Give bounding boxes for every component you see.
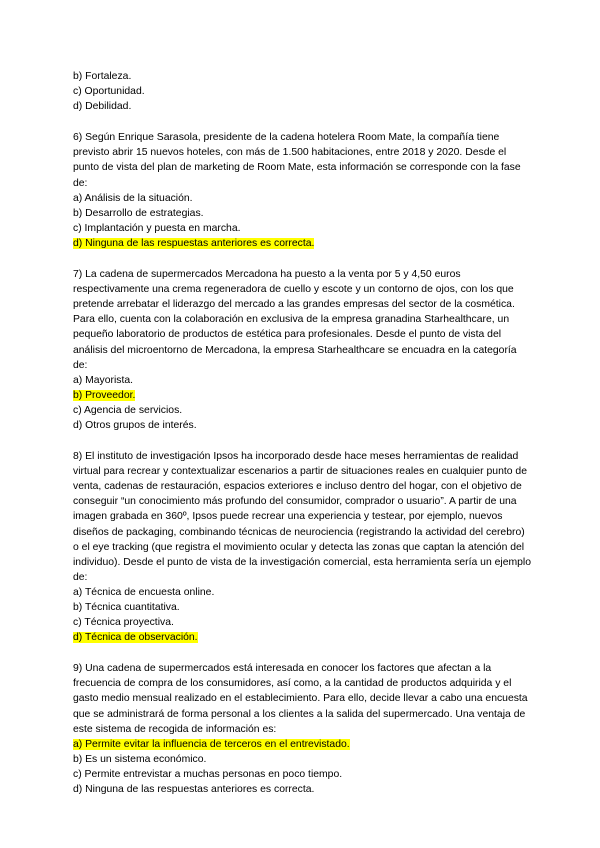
question-stem: 7) La cadena de supermercados Mercadona ha puesto a la venta por 5 y 4,50 euros respectivamente una crema regeneradora de cuello y escote y un contorno de ojos, con los que pretende arrebatar el liderazgo del mercado a las grandes empresas del sector de la cosmética. Para ello, cuenta con la colaboración en exclusiva de la empresa granadina Starhealthcare, un pequeño laboratorio de productos de estética para profesionales. Desde el punto de vista del análisis del microentorno de Mercadona, la empresa Starhealthcare se encuadra en la categoría de:	[73, 269, 517, 371]
option-b: b) Fortaleza.	[73, 71, 132, 82]
option-c: c) Implantación y puesta en marcha.	[73, 222, 241, 234]
option-b: b) Técnica cuantitativa.	[73, 602, 180, 613]
option-d-answer	[73, 236, 533, 251]
option-a: a) Mayorista.	[73, 374, 134, 386]
option-d-answer	[73, 630, 533, 645]
option-d: d) Ninguna de las respuestas anteriores es correcta.	[73, 784, 315, 796]
option-a-answer	[73, 737, 533, 752]
answer-highlight: d) Ninguna de las respuestas anteriores es correcta.	[73, 237, 315, 249]
option-c: c) Técnica proyectiva.	[73, 617, 174, 629]
option-b-answer	[73, 388, 533, 403]
previous-question-options	[73, 69, 533, 114]
option-d: d) Otros grupos de interés.	[73, 419, 197, 431]
option-b: b) Es un sistema económico.	[73, 753, 207, 765]
question-8	[73, 449, 533, 645]
option-c: c) Oportunidad.	[73, 86, 145, 98]
answer-highlight: b) Proveedor.	[73, 389, 136, 401]
answer-highlight: d) Técnica de observación.	[73, 632, 198, 644]
question-9	[73, 661, 533, 797]
question-stem: 9) Una cadena de supermercados está interesada en conocer los factores que afectan a la frecuencia de compra de los consumidores, así como, a la cantidad de productos adquirida y el gasto medio mensual realizado en el establecimiento. Para ello, decide llevar a cabo una encuesta que se administrará de forma personal a los clientes a la salida del supermercado. Una ventaja de este sistema de recogida de información es:	[73, 663, 528, 735]
option-a: a) Técnica de encuesta online.	[73, 586, 215, 598]
option-b: b) Desarrollo de estrategias.	[73, 207, 204, 219]
question-7	[73, 267, 533, 433]
answer-highlight: a) Permite evitar la influencia de terceros en el entrevistado.	[73, 738, 350, 750]
question-stem: 8) El instituto de investigación Ipsos ha incorporado desde hace meses herramientas de realidad virtual para recrear y contextualizar escenarios a partir de situaciones reales en cualquier punto de venta, cadenas de restauración, espacios exteriores e incluso dentro del hogar, con el objetivo de conseguir “un conocimiento más profundo del consumidor, comprador o usuario”. A partir de una imagen grabada en 360º, Ipsos puede recrear una experiencia y testear, por ejemplo, nuevos diseños de packaging, combinando técnicas de neurociencia (registrando la actividad del cerebro) o el eye tracking (que registra el movimiento ocular y detecta las zonas que captan la atención del individuo). Desde el punto de vista de la investigación comercial, esta herramienta sería un ejemplo de:	[73, 451, 532, 583]
question-stem: 6) Según Enrique Sarasola, presidente de la cadena hotelera Room Mate, la compañía tiene previsto abrir 15 nuevos hoteles, con más de 1.500 habitaciones, entre 2018 y 2020. Desde el punto de vista del plan de marketing de Room Mate, esta información se corresponde con la fase de:	[73, 132, 521, 189]
question-6	[73, 130, 533, 251]
option-c: c) Permite entrevistar a muchas personas en poco tiempo.	[73, 768, 343, 780]
option-a: a) Análisis de la situación.	[73, 192, 193, 204]
option-c: c) Agencia de servicios.	[73, 404, 183, 416]
document-page	[73, 69, 533, 797]
option-d: d) Debilidad.	[73, 101, 132, 113]
